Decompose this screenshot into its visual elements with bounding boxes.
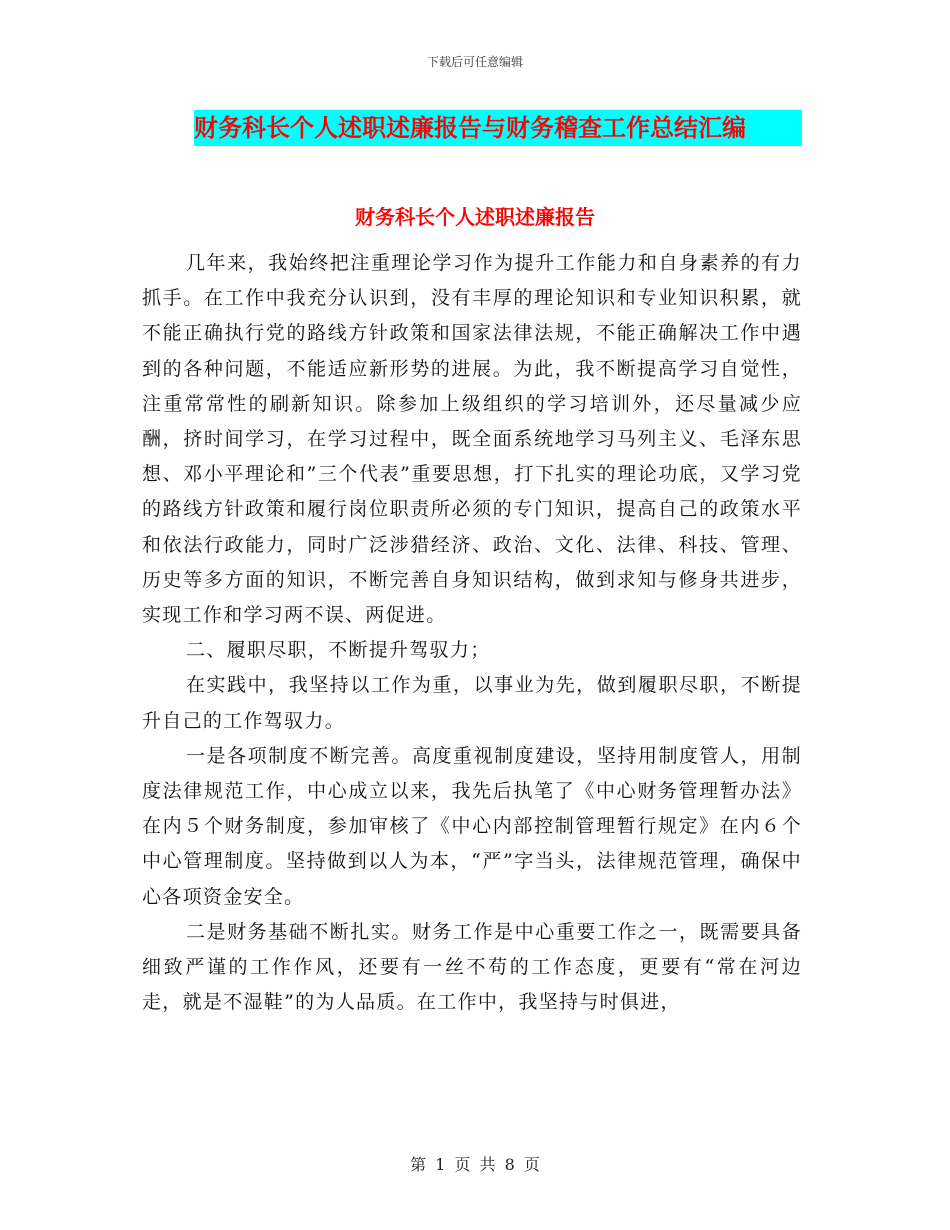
header-note: 下载后可任意编辑: [426, 55, 523, 69]
document-body: [142, 246, 802, 1020]
section-title: 财务科长个人述职述廉报告: [355, 205, 595, 229]
page-number: 第 1 页 共 8 页: [410, 1155, 540, 1174]
document-title: 财务科长个人述职述廉报告与财务稽查工作总结汇编: [194, 110, 802, 146]
paragraph-2: 二、履职尽职，不断提升驾驭力；: [186, 639, 491, 662]
paragraph-3: 在实践中，我坚持以工作为重，以事业为先，做到履职尽职，不断提升自己的工作驾驭力。: [142, 674, 802, 732]
paragraph-5: 二是财务基础不断扎实。财务工作是中心重要工作之一，既需要具备细致严谨的工作作风，还要有一丝不苟的工作态度，更要有“常在河边走，就是不湿鞋”的为人品质。在工作中，我坚持与时俱进，: [142, 920, 802, 1014]
paragraph-4: 一是各项制度不断完善。高度重视制度建设，坚持用制度管人，用制度法律规范工作，中心成立以来，我先后执笔了《中心财务管理暂办法》在内５个财务制度，参加审核了《中心内部控制管理暂行规定》在内６个中心管理制度。坚持做到以人为本，“严”字当头，法律规范管理，确保中心各项资金安全。: [142, 744, 802, 908]
paragraph-1: 几年来，我始终把注重理论学习作为提升工作能力和自身素养的有力抓手。在工作中我充分认识到，没有丰厚的理论知识和专业知识积累，就不能正确执行党的路线方针政策和国家法律法规，不能正确解决工作中遇到的各种问题，不能适应新形势的进展。为此，我不断提高学习自觉性，注重常常性的刷新知识。除参加上级组织的学习培训外，还尽量减少应酬，挤时间学习，在学习过程中，既全面系统地学习马列主义、毛泽东思想、邓小平理论和”三个代表”重要思想，打下扎实的理论功底，又学习党的路线方针政策和履行岗位职责所必须的专门知识，提高自己的政策水平和依法行政能力，同时广泛涉猎经济、政治、文化、法律、科技、管理、历史等多方面的知识，不断完善自身知识结构，做到求知与修身共进步，实现工作和学习两不误、两促进。: [142, 252, 802, 627]
